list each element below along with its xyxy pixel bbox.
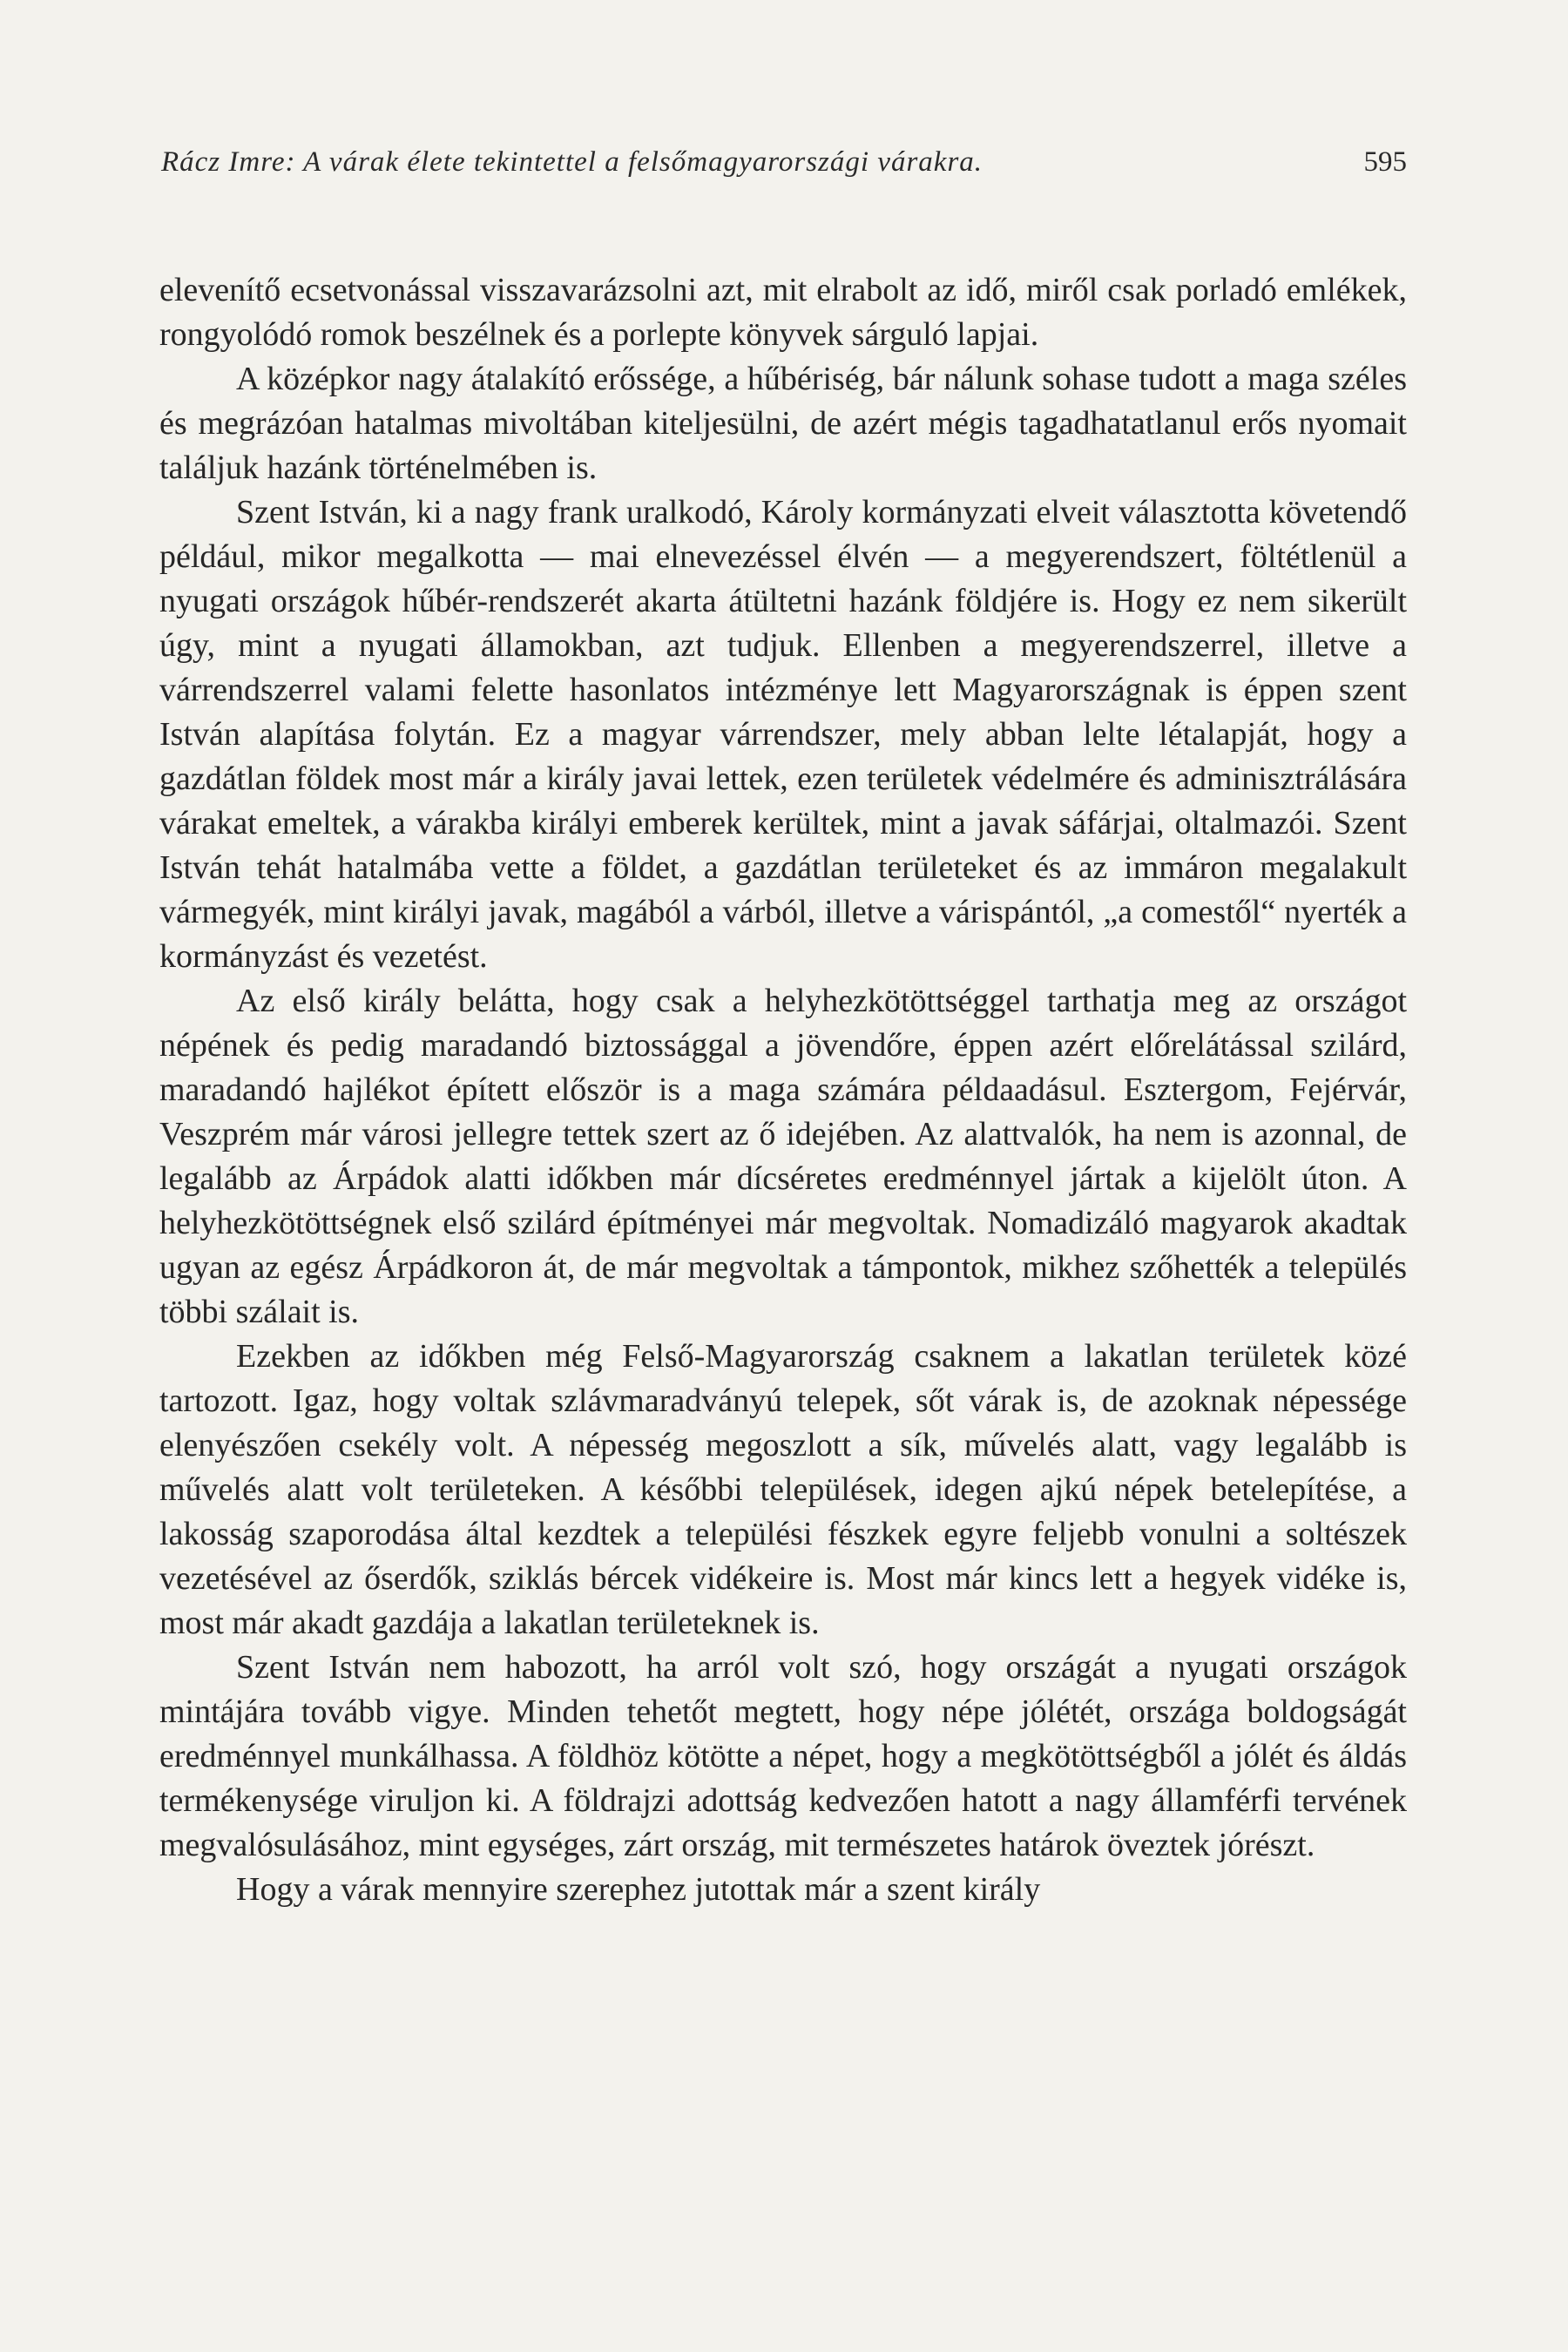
paragraph-7: Hogy a várak mennyire szerephez jutottak már a szent király (236, 1871, 1041, 1908)
page-number: 595 (1363, 146, 1407, 178)
paragraph-2: A középkor nagy átalakító erőssége, a hűbériség, bár nálunk sohase tudott a maga széles és megrázóan hatalmas mivoltában kiteljesülni, de azért mégis tagadhatatlanul erős nyomait találjuk hazánk történelmében is. (159, 361, 1407, 486)
paragraph-4: Az első király belátta, hogy csak a helyhezkötöttséggel tarthatja meg az országot népének és pedig maradandó biztossággal a jövendőre, éppen azért előrelátással szilárd, maradandó hajlékot épített először is a maga számára példaadásul. Esztergom, Fejérvár, Veszprém már városi jellegre tettek szert az ő idejében. Az alattvalók, ha nem is azonnal, de legalább az Árpádok alatti időkben már dícséretes eredménnyel jártak a kijelölt úton. A helyhezkötöttségnek első szilárd építményei már megvoltak. Nomadizáló magyarok akadtak ugyan az egész Árpádkoron át, de már megvoltak a támpontok, mikhez szőhették a település többi szálait is. (159, 983, 1407, 1330)
paragraph-5: Ezekben az időkben még Felső-Magyarország csaknem a lakatlan területek közé tartozott. Igaz, hogy voltak szlávmaradványú telepek, sőt várak is, de azoknak népessége elenyészően csekély volt. A népesség megoszlott a sík, művelés alatt, vagy legalább is művelés alatt volt területeken. A későbbi települések, idegen ajkú népek betelepítése, a lakosság szaporodása által kezdtek a települési fészkek egyre feljebb vonulni a soltészek vezetésével az őserdők, sziklás bércek vidékeire is. Most már kincs lett a hegyek vidéke is, most már akadt gazdája a lakatlan területeknek is. (159, 1338, 1407, 1641)
paragraph-6: Szent István nem habozott, ha arról volt szó, hogy országát a nyugati országok mintájára tovább vigye. Minden tehetőt megtett, hogy népe jólétét, országa boldogságát eredménnyel munkálhassa. A földhöz kötötte a népet, hogy a megkötöttségből a jólét és áldás termékenysége viruljon ki. A földrajzi adottság kedvezően hatott a nagy államférfi tervének megvalósulásához, mint egységes, zárt ország, mit természetes határok öveztek jórészt. (159, 1649, 1407, 1863)
running-head (161, 146, 1407, 190)
paragraph-3: Szent István, ki a nagy frank uralkodó, Károly kormányzati elveit választotta követendő például, mikor megalkotta — mai elnevezéssel élvén — a megyerendszert, föltétlenül a nyugati országok hűbér-rendszerét akarta átültetni hazánk földjére is. Hogy ez nem sikerült úgy, mint a nyugati államokban, azt tudjuk. Ellenben a megyerendszerrel, illetve a várrendszerrel valami felette hasonlatos intézménye lett Magyarországnak is éppen szent István alapítása folytán. Ez a magyar várrendszer, mely abban lelte létalapját, hogy a gazdátlan földek most már a király javai lettek, ezen területek védelmére és adminisztrálására várakat emeltek, a várakba királyi emberek kerültek, mint a javak sáfárjai, oltalmazói. Szent István tehát hatalmába vette a földet, a gazdátlan területeket és az immáron megalakult vármegyék, mint királyi javak, magából a várból, illetve a várispántól, „a comestől“ nyerték a kormányzást és vezetést. (159, 494, 1407, 975)
paragraph-1: elevenítő ecsetvonással visszavarázsolni azt, mit elrabolt az idő, miről csak porladó emlékek, rongyolódó romok beszélnek és a porlepte könyvek sárguló lapjai. (159, 272, 1407, 353)
body-text (159, 268, 1407, 1912)
running-head-title: Rácz Imre: A várak élete tekintettel a felsőmagyarországi várakra. (161, 146, 983, 178)
